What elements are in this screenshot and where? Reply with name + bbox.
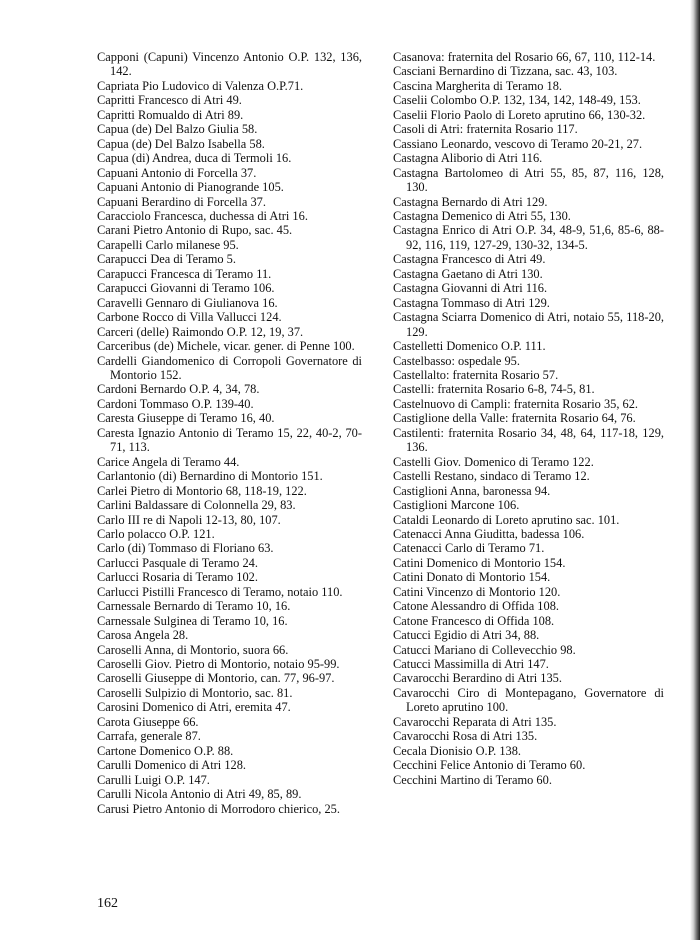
page-number: 162 xyxy=(97,896,118,911)
index-entry: Carlucci Pistilli Francesco di Teramo, notaio 110. xyxy=(97,584,343,599)
index-entry: Carulli Luigi O.P. 147. xyxy=(97,772,210,787)
index-entry: Capuani Berardino di Forcella 37. xyxy=(97,194,266,209)
index-entry: Castelletti Domenico O.P. 111. xyxy=(393,339,546,354)
index-entry: Catucci Egidio di Atri 34, 88. xyxy=(393,628,540,643)
index-entry: Carceri (delle) Raimondo O.P. 12, 19, 37. xyxy=(97,324,304,339)
index-entry: Cardelli Giandomenico di Corropoli Governatore di Montorio 152. xyxy=(97,353,362,382)
index-entry: Caselii Florio Paolo di Loreto aprutino 66, 130-32. xyxy=(393,107,646,122)
index-entry: Carbone Rocco di Villa Vallucci 124. xyxy=(97,310,282,325)
index-entry: Carlei Pietro di Montorio 68, 118-19, 122. xyxy=(97,483,307,498)
index-entry: Casanova: fraternita del Rosario 66, 67, 110, 112-14. xyxy=(393,50,656,64)
index-entry: Cataldi Leonardo di Loreto aprutino sac. 101. xyxy=(393,512,620,527)
index-entry: Castagna Gaetano di Atri 130. xyxy=(393,266,543,281)
index-entry: Capua (di) Andrea, duca di Termoli 16. xyxy=(97,151,292,166)
index-entry: Capua (de) Del Balzo Isabella 58. xyxy=(97,136,265,151)
index-entry: Cecchini Felice Antonio di Teramo 60. xyxy=(393,758,586,773)
index-entry: Castagna Enrico di Atri O.P. 34, 48-9, 51,6, 85-6, 88-92, 116, 119, 127-29, 130-32, 134-5. xyxy=(393,223,664,252)
index-entry: Castelnuovo di Campli: fraternita Rosario 35, 62. xyxy=(393,396,639,411)
index-entry: Carapelli Carlo milanese 95. xyxy=(97,237,239,252)
index-entry: Catenacci Anna Giuditta, badessa 106. xyxy=(393,526,585,541)
index-entry: Caravelli Gennaro di Giulianova 16. xyxy=(97,295,278,310)
index-entry: Carnessale Sulginea di Teramo 10, 16. xyxy=(97,613,288,628)
index-entry: Cecala Dionisio O.P. 138. xyxy=(393,743,522,758)
index-entry: Castagna Giovanni di Atri 116. xyxy=(393,281,548,296)
index-entry: Castiglioni Anna, baronessa 94. xyxy=(393,483,551,498)
index-entry: Cavarocchi Ciro di Montepagano, Governatore di Loreto aprutino 100. xyxy=(393,685,664,715)
index-entry: Carulli Nicola Antonio di Atri 49, 85, 89. xyxy=(97,787,302,802)
index-entry: Carapucci Francesca di Teramo 11. xyxy=(97,266,272,281)
index-entry: Castelli Giov. Domenico di Teramo 122. xyxy=(393,454,594,469)
index-entry: Cassiano Leonardo, vescovo di Teramo 20-21, 27. xyxy=(393,136,643,151)
index-entry: Capriata Pio Ludovico di Valenza O.P.71. xyxy=(97,78,304,93)
index-entry: Capuani Antonio di Forcella 37. xyxy=(97,165,257,180)
index-entry: Catenacci Carlo di Teramo 71. xyxy=(393,541,545,556)
index-entry: Castellalto: fraternita Rosario 57. xyxy=(393,367,559,382)
index-entry: Caroselli Giuseppe di Montorio, can. 77, 96-97. xyxy=(97,671,335,686)
index-entry: Castiglioni Marcone 106. xyxy=(393,498,520,513)
index-entry: Carlucci Rosaria di Teramo 102. xyxy=(97,570,258,585)
index-entry: Caracciolo Francesca, duchessa di Atri 16. xyxy=(97,208,308,223)
index-entry: Caresta Giuseppe di Teramo 16, 40. xyxy=(97,411,275,426)
index-entry: Catini Domenico di Montorio 154. xyxy=(393,555,566,570)
index-entry: Cartone Domenico O.P. 88. xyxy=(97,743,234,758)
index-entry: Castagna Sciarra Domenico di Atri, notaio 55, 118-20, 129. xyxy=(393,310,664,339)
index-entry: Carapucci Dea di Teramo 5. xyxy=(97,252,236,267)
index-entry: Catini Donato di Montorio 154. xyxy=(393,570,551,585)
index-entry: Cavarocchi Reparata di Atri 135. xyxy=(393,714,557,729)
index-entry: Castelli Restano, sindaco di Teramo 12. xyxy=(393,469,590,484)
index-entry: Castagna Demenico di Atri 55, 130. xyxy=(393,208,571,223)
index-entry: Carlo polacco O.P. 121. xyxy=(97,526,215,541)
index-entry: Capponi (Capuni) Vincenzo Antonio O.P. 132, 136, 142. xyxy=(97,50,362,79)
page-edge-shadow xyxy=(690,0,700,940)
index-entry: Catini Vincenzo di Montorio 120. xyxy=(393,584,561,599)
index-entry: Castagna Bernardo di Atri 129. xyxy=(393,194,548,209)
index-entry: Carota Giuseppe 66. xyxy=(97,714,199,729)
index-entry: Carusi Pietro Antonio di Morrodoro chierico, 25. xyxy=(97,801,340,816)
index-entry: Cecchini Martino di Teramo 60. xyxy=(393,772,552,787)
index-entry: Cavarocchi Rosa di Atri 135. xyxy=(393,729,538,744)
index-entry: Carani Pietro Antonio di Rupo, sac. 45. xyxy=(97,223,293,238)
index-entry: Caroselli Sulpizio di Montorio, sac. 81. xyxy=(97,685,293,700)
index-entry: Carosini Domenico di Atri, eremita 47. xyxy=(97,700,291,715)
index-entry: Carapucci Giovanni di Teramo 106. xyxy=(97,281,275,296)
index-entry: Carulli Domenico di Atri 128. xyxy=(97,758,247,773)
index-entry: Casoli di Atri: fraternita Rosario 117. xyxy=(393,122,578,137)
index-entry: Carlantonio (di) Bernardino di Montorio 151. xyxy=(97,469,323,484)
index-entry: Catucci Massimilla di Atri 147. xyxy=(393,657,549,672)
index-entry: Carice Angela di Teramo 44. xyxy=(97,454,240,469)
index-entry: Castiglione della Valle: fraternita Rosario 64, 76. xyxy=(393,411,636,426)
index-entry: Capritti Romualdo di Atri 89. xyxy=(97,107,244,122)
index-entry: Caresta Ignazio Antonio di Teramo 15, 22, 40-2, 70-71, 113. xyxy=(97,425,362,455)
index-entry: Carceribus (de) Michele, vicar. gener. di Penne 100. xyxy=(97,339,355,354)
index-entry: Caroselli Giov. Pietro di Montorio, notaio 95-99. xyxy=(97,657,340,672)
index-entry: Castagna Aliborio di Atri 116. xyxy=(393,151,543,166)
index-entry: Cascina Margherita di Teramo 18. xyxy=(393,78,562,93)
index-column-right xyxy=(393,50,664,787)
index-entry: Carlucci Pasquale di Teramo 24. xyxy=(97,555,258,570)
index-entry: Catucci Mariano di Collevecchio 98. xyxy=(393,642,576,657)
index-entry: Cavarocchi Berardino di Atri 135. xyxy=(393,671,562,686)
index-entry: Carosa Angela 28. xyxy=(97,628,189,643)
index-entry: Castelli: fraternita Rosario 6-8, 74-5, 81. xyxy=(393,382,595,397)
index-entry: Catone Alessandro di Offida 108. xyxy=(393,599,559,614)
index-entry: Capuani Antonio di Pianogrande 105. xyxy=(97,180,284,195)
index-entry: Capua (de) Del Balzo Giulia 58. xyxy=(97,122,258,137)
index-entry: Castagna Bartolomeo di Atri 55, 85, 87, 116, 128, 130. xyxy=(393,165,664,195)
index-entry: Cardoni Bernardo O.P. 4, 34, 78. xyxy=(97,382,260,397)
index-entry: Capritti Francesco di Atri 49. xyxy=(97,93,242,108)
index-entry: Castilenti: fraternita Rosario 34, 48, 64, 117-18, 129, 136. xyxy=(393,425,664,455)
index-entry: Catone Francesco di Offida 108. xyxy=(393,613,555,628)
index-entry: Carnessale Bernardo di Teramo 10, 16. xyxy=(97,599,291,614)
index-column-left xyxy=(97,50,362,816)
index-entry: Castagna Francesco di Atri 49. xyxy=(393,252,546,267)
index-entry: Carlo III re di Napoli 12-13, 80, 107. xyxy=(97,512,281,527)
index-entry: Caselii Colombo O.P. 132, 134, 142, 148-49, 153. xyxy=(393,93,641,108)
index-entry: Caroselli Anna, di Montorio, suora 66. xyxy=(97,642,289,657)
index-entry: Castelbasso: ospedale 95. xyxy=(393,353,520,368)
index-entry: Castagna Tommaso di Atri 129. xyxy=(393,295,550,310)
index-entry: Carlini Baldassare di Colonnella 29, 83. xyxy=(97,498,296,513)
index-entry: Cardoni Tommaso O.P. 139-40. xyxy=(97,396,254,411)
index-entry: Carlo (di) Tommaso di Floriano 63. xyxy=(97,541,274,556)
index-entry: Carrafa, generale 87. xyxy=(97,729,201,744)
index-entry: Casciani Bernardino di Tizzana, sac. 43, 103. xyxy=(393,64,618,79)
